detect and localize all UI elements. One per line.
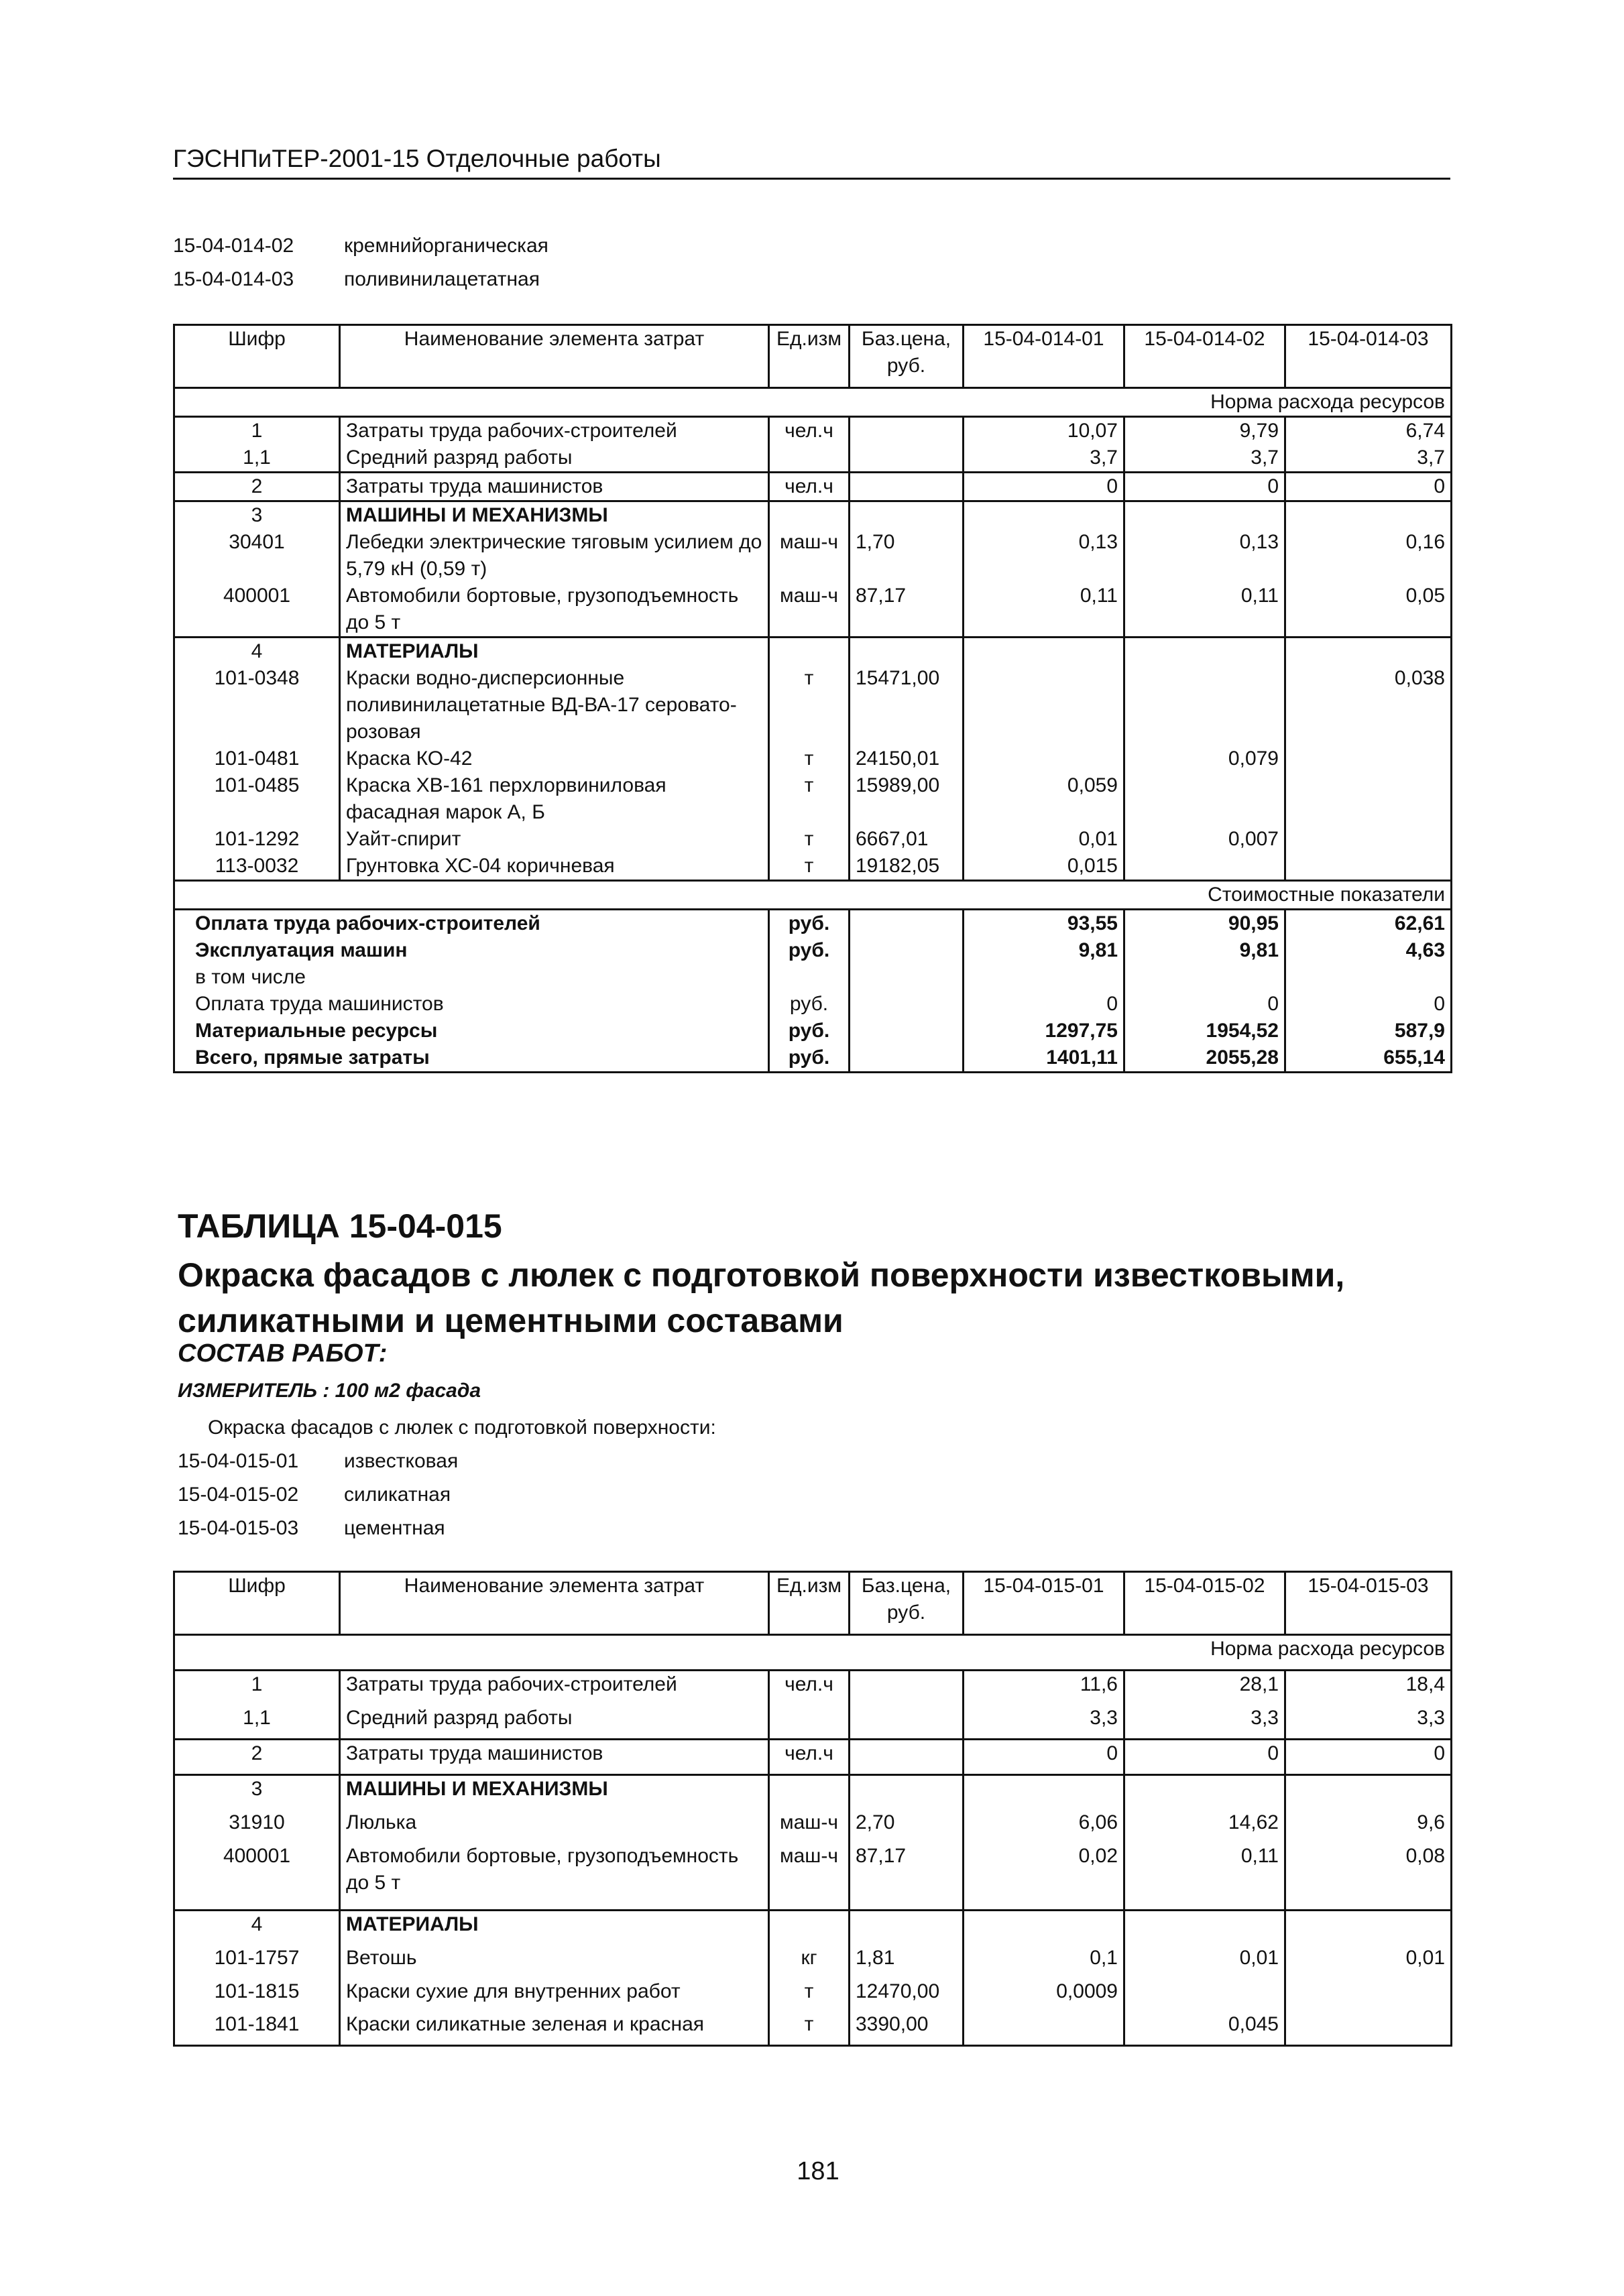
row-code: 2 [174, 1740, 340, 1775]
row-value [964, 2011, 1124, 2045]
table-filler-row [174, 2045, 1452, 2046]
filler-cell [964, 2045, 1124, 2046]
row-value: 0,0009 [964, 1978, 1124, 2012]
intro-code: 15-04-014-02 [173, 235, 294, 257]
cost-price-empty [850, 1018, 964, 1044]
col-header-unit: Ед.изм [769, 1572, 850, 1635]
row-value: 3,7 [1124, 444, 1285, 473]
row-code: 101-0485 [174, 772, 340, 826]
row-value: 0,08 [1285, 1843, 1452, 1911]
row-unit: чел.ч [769, 417, 850, 445]
cost-value: 9,81 [964, 937, 1124, 964]
row-unit [769, 1911, 850, 1945]
row-name: Краски силикатные зеленая и красная [340, 2011, 769, 2045]
row-name: Краски сухие для внутренних работ [340, 1978, 769, 2012]
table-row [174, 1671, 1452, 1705]
cost-row [174, 1044, 1452, 1073]
table-row [174, 473, 1452, 501]
cost-value [964, 964, 1124, 991]
col-header-unit: Ед.изм [769, 325, 850, 388]
row-price: 1,70 [850, 529, 964, 583]
table-row [174, 638, 1452, 666]
row-value [1285, 745, 1452, 772]
row-price: 15471,00 [850, 665, 964, 745]
cost-row [174, 937, 1452, 964]
cost-value: 4,63 [1405, 939, 1445, 961]
row-value: 0 [1285, 1740, 1452, 1775]
row-price: 87,17 [850, 1843, 964, 1911]
row-unit: т [769, 772, 850, 826]
cost-price-empty [850, 910, 964, 938]
cost-unit: руб. [769, 1044, 850, 1073]
filler-cell [1124, 2045, 1285, 2046]
row-unit: т [769, 2011, 850, 2045]
row-value [964, 745, 1124, 772]
row-value: 3,7 [1285, 444, 1452, 473]
cost-unit: руб. [769, 937, 850, 964]
cost-name: Материальные ресурсы [174, 1018, 769, 1044]
row-price [850, 1740, 964, 1775]
cost-band-row [174, 881, 1452, 910]
row-unit [769, 638, 850, 666]
row-code: 101-1757 [174, 1945, 340, 1978]
col-header-code: Шифр [174, 325, 340, 388]
cost-row [174, 1018, 1452, 1044]
section-heading: МАШИНЫ И МЕХАНИЗМЫ [340, 501, 769, 530]
row-value: 18,4 [1405, 1673, 1445, 1696]
work-item-text: силикатная [344, 1484, 451, 1506]
page-number: 181 [797, 2157, 839, 2185]
row-unit: чел.ч [769, 473, 850, 501]
row-value: 0,01 [964, 826, 1124, 853]
row-price: 24150,01 [850, 745, 964, 772]
col-header-variant: 15-04-015-03 [1285, 1572, 1452, 1635]
row-value: 0,015 [964, 853, 1124, 881]
measure-label: ИЗМЕРИТЕЛЬ : [178, 1380, 335, 1402]
row-unit: т [769, 1978, 850, 2012]
work-composition-heading: СОСТАВ РАБОТ: [178, 1339, 388, 1368]
row-name: Краски водно-дисперсионные поливинилацетатные ВД-ВА-17 серовато-розовая [340, 665, 769, 745]
row-price: 12470,00 [850, 1978, 964, 2012]
row-name: Средний разряд работы [340, 444, 769, 473]
table-title: ТАБЛИЦА 15-04-015 [178, 1207, 502, 1245]
row-name: Краска КО-42 [340, 745, 769, 772]
col-header-variant: 15-04-015-01 [964, 1572, 1124, 1635]
col-header-price: Баз.цена, руб. [850, 1572, 964, 1635]
intro-code: 15-04-014-03 [173, 268, 294, 290]
row-value: 0,05 [1285, 583, 1452, 638]
cost-row [174, 910, 1452, 938]
row-value: 0,1 [964, 1945, 1124, 1978]
work-item-code: 15-04-015-02 [178, 1484, 299, 1506]
row-code: 31910 [174, 1809, 340, 1843]
row-unit [769, 501, 850, 530]
row-value [964, 665, 1124, 745]
row-value [1285, 1775, 1452, 1809]
row-name: Грунтовка ХС-04 коричневая [340, 853, 769, 881]
row-unit: т [769, 826, 850, 853]
row-value: 0,01 [1124, 1945, 1285, 1978]
row-unit: чел.ч [769, 1671, 850, 1705]
row-price: 3390,00 [850, 2011, 964, 2045]
table-row [174, 1843, 1452, 1911]
row-price [850, 1911, 964, 1945]
row-name: Люлька [340, 1809, 769, 1843]
section-heading: МАТЕРИАЛЫ [340, 638, 769, 666]
row-code: 101-1841 [174, 2011, 340, 2045]
row-code: 3 [174, 501, 340, 530]
row-unit: маш-ч [769, 529, 850, 583]
cost-value [1285, 964, 1452, 991]
cost-name: в том числе [174, 964, 769, 991]
row-value: 0,11 [1124, 1843, 1285, 1911]
row-value [1124, 1911, 1285, 1945]
row-value: 0,13 [964, 529, 1124, 583]
row-value [1285, 638, 1452, 666]
row-value: 0,038 [1394, 667, 1445, 689]
row-price [850, 638, 964, 666]
norm-band-label: Норма расхода ресурсов [174, 1635, 1452, 1671]
table-row [174, 745, 1452, 772]
row-name: Затраты труда машинистов [340, 473, 769, 501]
row-code: 4 [174, 1911, 340, 1945]
row-value [1285, 1978, 1452, 2012]
row-name: Автомобили бортовые, грузоподъемность до 5 т [340, 1843, 769, 1911]
row-name: Уайт-спирит [340, 826, 769, 853]
row-price: 87,17 [850, 583, 964, 638]
row-value: 0 [964, 473, 1124, 501]
cost-name: Оплата труда рабочих-строителей [174, 910, 769, 938]
row-unit: чел.ч [769, 1740, 850, 1775]
cost-value: 0 [964, 991, 1124, 1018]
row-value [1124, 501, 1285, 530]
filler-cell [340, 2045, 769, 2046]
table-header-row [174, 1572, 1452, 1635]
cost-value: 655,14 [1383, 1046, 1445, 1069]
row-code: 4 [174, 638, 340, 666]
filler-cell [1285, 2045, 1452, 2046]
row-value [1285, 853, 1452, 881]
table-row [174, 583, 1452, 638]
measure-value: 100 м2 фасада [335, 1380, 481, 1402]
row-value: 0,11 [1124, 583, 1285, 638]
row-price [850, 1671, 964, 1705]
row-value: 3,3 [1124, 1705, 1285, 1739]
cost-price-empty [850, 937, 964, 964]
row-value [1285, 772, 1452, 826]
row-code: 3 [174, 1775, 340, 1809]
col-header-code: Шифр [174, 1572, 340, 1635]
row-value [1285, 2011, 1452, 2045]
running-header: ГЭСНПиТЕР-2001-15 Отделочные работы [173, 145, 661, 172]
cost-value [1124, 964, 1285, 991]
cost-value: 0 [1434, 993, 1445, 1015]
row-value [964, 638, 1124, 666]
col-header-variant: 15-04-015-02 [1124, 1572, 1285, 1635]
work-lead: Окраска фасадов с люлек с подготовкой поверхности: [208, 1416, 716, 1439]
table-row [174, 1911, 1452, 1945]
row-unit: т [769, 665, 850, 745]
row-code: 1,1 [174, 444, 340, 473]
cost-unit: руб. [769, 910, 850, 938]
norm-band-row [174, 388, 1452, 417]
row-code: 101-0481 [174, 745, 340, 772]
row-code: 30401 [174, 529, 340, 583]
resource-table-15-04-015 [173, 1571, 1452, 2047]
table-row [174, 772, 1452, 826]
row-value [964, 501, 1124, 530]
table-row [174, 1809, 1452, 1843]
table-subtitle: Окраска фасадов с люлек с подготовкой поверхности известковыми, силикатными и цементными составами [178, 1256, 1345, 1339]
cost-value: 0 [1124, 991, 1285, 1018]
row-price: 15989,00 [850, 772, 964, 826]
section-heading: МАШИНЫ И МЕХАНИЗМЫ [340, 1775, 769, 1809]
row-value: 9,79 [1124, 417, 1285, 445]
row-price [850, 417, 964, 445]
col-header-name: Наименование элемента затрат [340, 325, 769, 388]
row-value: 6,74 [1405, 420, 1445, 442]
cost-row [174, 964, 1452, 991]
row-value: 28,1 [1124, 1671, 1285, 1705]
row-code: 101-1815 [174, 1978, 340, 2012]
row-name: Лебедки электрические тяговым усилием до 5,79 кН (0,59 т) [340, 529, 769, 583]
row-name: Ветошь [340, 1945, 769, 1978]
header-rule [173, 178, 1450, 180]
row-value: 0,045 [1124, 2011, 1285, 2045]
row-name: Затраты труда рабочих-строителей [340, 417, 769, 445]
table-row [174, 1775, 1452, 1809]
work-item-code: 15-04-015-01 [178, 1450, 299, 1472]
row-code: 1,1 [174, 1705, 340, 1739]
row-code: 400001 [174, 1843, 340, 1911]
cost-name: Всего, прямые затраты [174, 1044, 769, 1073]
row-price [850, 473, 964, 501]
row-unit: маш-ч [769, 583, 850, 638]
row-value [964, 1775, 1124, 1809]
cost-value: 1297,75 [964, 1018, 1124, 1044]
row-name: Затраты труда машинистов [340, 1740, 769, 1775]
table-row [174, 853, 1452, 881]
row-value: 9,6 [1417, 1811, 1445, 1834]
cost-value: 2055,28 [1124, 1044, 1285, 1073]
row-code: 2 [174, 473, 340, 501]
work-item-text: известковая [344, 1450, 459, 1472]
row-value: 6,06 [964, 1809, 1124, 1843]
col-header-variant: 15-04-014-01 [964, 325, 1124, 388]
row-value [1285, 826, 1452, 853]
row-code: 1 [174, 417, 340, 445]
row-unit [769, 1705, 850, 1739]
table-row [174, 1740, 1452, 1775]
row-value: 3,3 [964, 1705, 1124, 1739]
resource-table-15-04-014 [173, 324, 1452, 1073]
cost-name: Оплата труда машинистов [174, 991, 769, 1018]
cost-value: 1954,52 [1124, 1018, 1285, 1044]
section-heading: МАТЕРИАЛЫ [340, 1911, 769, 1945]
row-unit: кг [769, 1945, 850, 1978]
cost-value: 587,9 [1394, 1020, 1445, 1042]
cost-price-empty [850, 964, 964, 991]
table-row [174, 417, 1452, 445]
cost-name: Эксплуатация машин [174, 937, 769, 964]
cost-unit: руб. [769, 1018, 850, 1044]
row-name: Затраты труда рабочих-строителей [340, 1671, 769, 1705]
row-code: 101-0348 [174, 665, 340, 745]
cost-value: 93,55 [964, 910, 1124, 938]
row-value: 0,059 [964, 772, 1124, 826]
row-value: 0,01 [1405, 1947, 1445, 1970]
row-value: 0,007 [1124, 826, 1285, 853]
cost-price-empty [850, 1044, 964, 1073]
row-value [1285, 1911, 1452, 1945]
row-price [850, 501, 964, 530]
row-value [1124, 772, 1285, 826]
col-header-price: Баз.цена, руб. [850, 325, 964, 388]
table-row [174, 529, 1452, 583]
cost-unit: руб. [769, 991, 850, 1018]
row-code: 1 [174, 1671, 340, 1705]
row-value: 14,62 [1124, 1809, 1285, 1843]
row-unit: маш-ч [769, 1843, 850, 1911]
intro-text: поливинилацетатная [344, 268, 540, 290]
row-value [1124, 638, 1285, 666]
row-value [1124, 1978, 1285, 2012]
row-value: 11,6 [964, 1671, 1124, 1705]
row-value: 0 [1285, 473, 1452, 501]
row-code: 101-1292 [174, 826, 340, 853]
row-value [964, 1911, 1124, 1945]
row-value: 3,7 [964, 444, 1124, 473]
row-value [1124, 1775, 1285, 1809]
measure-line [178, 1380, 481, 1402]
row-price [850, 444, 964, 473]
col-header-variant: 15-04-014-02 [1124, 325, 1285, 388]
row-code: 400001 [174, 583, 340, 638]
filler-cell [769, 2045, 850, 2046]
cost-value: 9,81 [1124, 937, 1285, 964]
table-row [174, 2011, 1452, 2045]
work-item-code: 15-04-015-03 [178, 1517, 299, 1539]
row-value: 3,3 [1285, 1705, 1452, 1739]
filler-cell [174, 2045, 340, 2046]
row-value [1124, 853, 1285, 881]
filler-cell [850, 2045, 964, 2046]
table-row [174, 826, 1452, 853]
row-value [1124, 665, 1285, 745]
col-header-name: Наименование элемента затрат [340, 1572, 769, 1635]
row-unit [769, 444, 850, 473]
row-unit: маш-ч [769, 1809, 850, 1843]
cost-unit [769, 964, 850, 991]
row-value: 0,02 [964, 1843, 1124, 1911]
row-value: 0,13 [1124, 529, 1285, 583]
cost-row [174, 991, 1452, 1018]
table-row [174, 665, 1452, 745]
row-value: 0,11 [964, 583, 1124, 638]
row-price [850, 1705, 964, 1739]
table-row [174, 1978, 1452, 2012]
cost-value: 90,95 [1124, 910, 1285, 938]
row-name: Краска ХВ-161 перхлорвиниловая фасадная марок А, Б [340, 772, 769, 826]
table-row [174, 1705, 1452, 1739]
row-name: Автомобили бортовые, грузоподъемность до 5 т [340, 583, 769, 638]
work-item-text: цементная [344, 1517, 445, 1539]
cost-value: 62,61 [1394, 912, 1445, 934]
row-value: 0,079 [1124, 745, 1285, 772]
norm-band-label: Норма расхода ресурсов [174, 388, 1452, 417]
row-value: 10,07 [964, 417, 1124, 445]
col-header-variant: 15-04-014-03 [1285, 325, 1452, 388]
row-value [1285, 501, 1452, 530]
row-value: 0 [1124, 1740, 1285, 1775]
cost-band-label: Стоимостные показатели [174, 881, 1452, 910]
table-row [174, 1945, 1452, 1978]
row-price: 1,81 [850, 1945, 964, 1978]
row-price: 6667,01 [850, 826, 964, 853]
row-unit: т [769, 745, 850, 772]
table-row [174, 444, 1452, 473]
norm-band-row [174, 1635, 1452, 1671]
row-value: 0 [964, 1740, 1124, 1775]
row-value: 0 [1124, 473, 1285, 501]
cost-value: 1401,11 [964, 1044, 1124, 1073]
row-unit [769, 1775, 850, 1809]
row-code: 113-0032 [174, 853, 340, 881]
row-price: 2,70 [850, 1809, 964, 1843]
row-price: 19182,05 [850, 853, 964, 881]
row-unit: т [769, 853, 850, 881]
cost-price-empty [850, 991, 964, 1018]
row-price [850, 1775, 964, 1809]
table-header-row [174, 325, 1452, 388]
row-value: 0,16 [1405, 531, 1445, 553]
table-row [174, 501, 1452, 530]
row-name: Средний разряд работы [340, 1705, 769, 1739]
intro-text: кремнийорганическая [344, 235, 548, 257]
